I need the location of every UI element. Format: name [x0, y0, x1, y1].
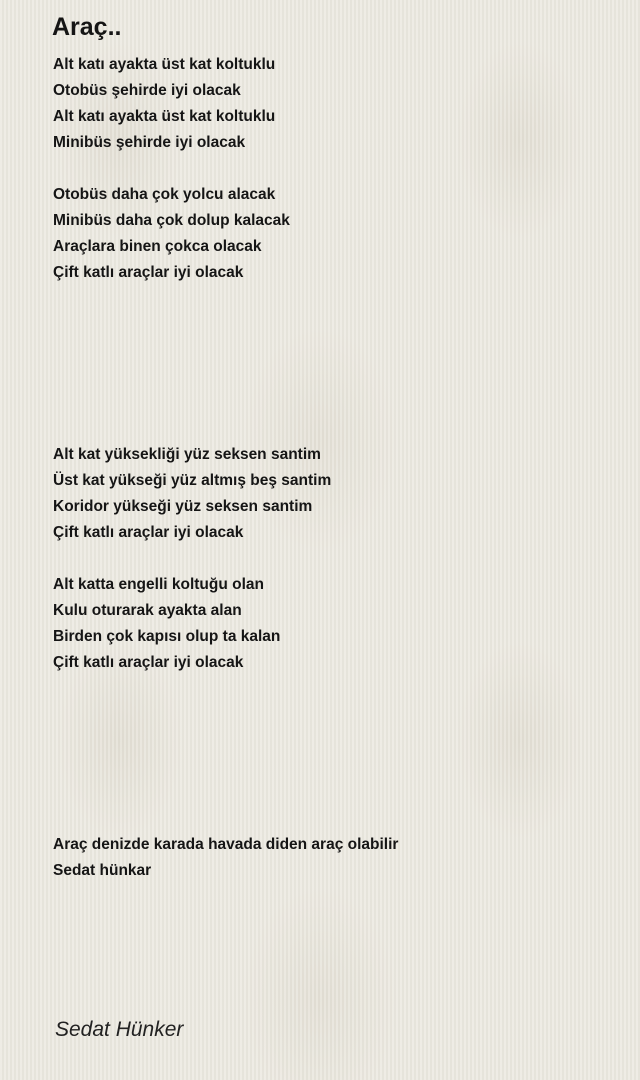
stanza-gap [53, 156, 613, 182]
poem-author: Sedat Hünker [55, 1018, 184, 1041]
poem-body [53, 52, 613, 884]
stanza-gap [53, 312, 613, 338]
stanza-gap [53, 702, 613, 728]
poem-line: Çift katlı araçlar iyi olacak [53, 524, 244, 541]
poem-line: Çift katlı araçlar iyi olacak [53, 264, 244, 281]
stanza-gap [53, 338, 613, 364]
poem-line: Çift katlı araçlar iyi olacak [53, 654, 244, 671]
poem-title: Araç.. [52, 13, 122, 41]
stanza-gap [53, 806, 613, 832]
poem-line: Üst kat yükseği yüz altmış beş santim [53, 472, 332, 489]
poem-line: Alt katı ayakta üst kat koltuklu [53, 108, 276, 125]
stanza-gap [53, 728, 613, 754]
poem-line: Minibüs daha çok dolup kalacak [53, 212, 290, 229]
poem-line: Alt kat yüksekliği yüz seksen santim [53, 446, 321, 463]
stanza-gap [53, 364, 613, 390]
stanza-gap [53, 416, 613, 442]
poem-line: Araç denizde karada havada diden araç olabilir [53, 836, 399, 853]
poem-line: Araçlara binen çokca olacak [53, 238, 262, 255]
poem-line: Koridor yükseği yüz seksen santim [53, 498, 313, 515]
stanza-gap [53, 754, 613, 780]
poem-line: Kulu oturarak ayakta alan [53, 602, 242, 619]
stanza-gap [53, 780, 613, 806]
poem-line: Sedat hünkar [53, 862, 152, 879]
poem-line: Alt katta engelli koltuğu olan [53, 576, 264, 593]
stanza-gap [53, 546, 613, 572]
poem-line: Alt katı ayakta üst kat koltuklu [53, 56, 276, 73]
stanza-gap [53, 286, 613, 312]
stanza-gap [53, 676, 613, 702]
poem-line: Otobüs şehirde iyi olacak [53, 82, 241, 99]
stanza-gap [53, 390, 613, 416]
poem-line: Minibüs şehirde iyi olacak [53, 134, 246, 151]
poem-line: Otobüs daha çok yolcu alacak [53, 186, 276, 203]
poem-line: Birden çok kapısı olup ta kalan [53, 628, 281, 645]
